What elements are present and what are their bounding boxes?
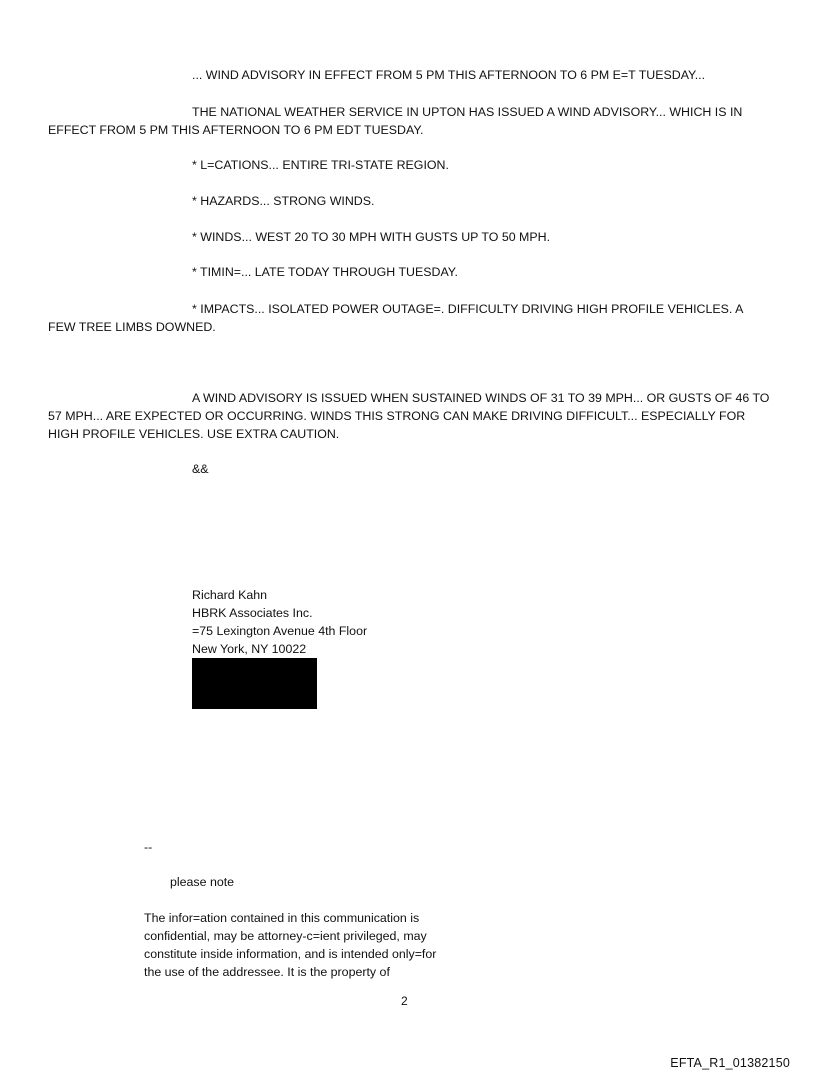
disclaimer-line: the use of the addressee. It is the property of <box>144 965 390 979</box>
bullet-timing: * TIMIN=... LATE TODAY THROUGH TUESDAY. <box>192 265 458 279</box>
signature-name: Richard Kahn <box>192 588 268 602</box>
disclaimer-line: confidential, may be attorney-c=ient privileged, may <box>144 929 427 943</box>
advisory-headline: ... WIND ADVISORY IN EFFECT FROM 5 PM THIS AFTERNOON TO 6 PM E=T TUESDAY... <box>192 68 706 82</box>
note-heading: please note <box>170 875 235 889</box>
disclaimer-line: constitute inside information, and is intended only=for <box>144 947 437 961</box>
bullet-hazards: * HAZARDS... STRONG WINDS. <box>192 194 375 208</box>
advisory-definition-text: A WIND ADVISORY IS ISSUED WHEN SUSTAINED WINDS OF 31 TO 39 MPH... OR GUSTS OF 46 TO 57 MPH... ARE EXPECTED OR OCCURRING. WINDS THIS STRONG CAN MAKE DRIVING DIFFICULT... ESPECIALLY FOR HIGH PROFILE VEHICLES. USE EXTRA CAUTION. <box>48 391 770 441</box>
bullet-winds: * WINDS... WEST 20 TO 30 MPH WITH GUSTS UP TO 50 MPH. <box>192 230 551 244</box>
bullet-locations: * L=CATIONS... ENTIRE TRI-STATE REGION. <box>192 158 449 172</box>
page-number: 2 <box>401 994 408 1008</box>
bullet-impacts-text: * IMPACTS... ISOLATED POWER OUTAGE=. DIFFICULTY DRIVING HIGH PROFILE VEHICLES. A FEW TREE LIMBS DOWNED. <box>48 302 743 334</box>
advisory-intro <box>48 103 770 139</box>
disclaimer-line: The infor=ation contained in this communication is <box>144 911 420 925</box>
redaction-block <box>192 658 317 709</box>
bullet-impacts <box>48 300 770 336</box>
signature-city: New York, NY 10022 <box>192 642 307 656</box>
document-id: EFTA_R1_01382150 <box>670 1056 790 1070</box>
advisory-definition <box>48 389 770 443</box>
advisory-intro-text: THE NATIONAL WEATHER SERVICE IN UPTON HAS ISSUED A WIND ADVISORY... WHICH IS IN EFFECT FROM 5 PM THIS AFTERNOON TO 6 PM EDT TUESDAY. <box>48 105 743 137</box>
signature-address: =75 Lexington Avenue 4th Floor <box>192 624 368 638</box>
signature-company: HBRK Associates Inc. <box>192 606 313 620</box>
advisory-terminator: && <box>192 462 209 476</box>
signature-separator: -- <box>144 840 153 854</box>
